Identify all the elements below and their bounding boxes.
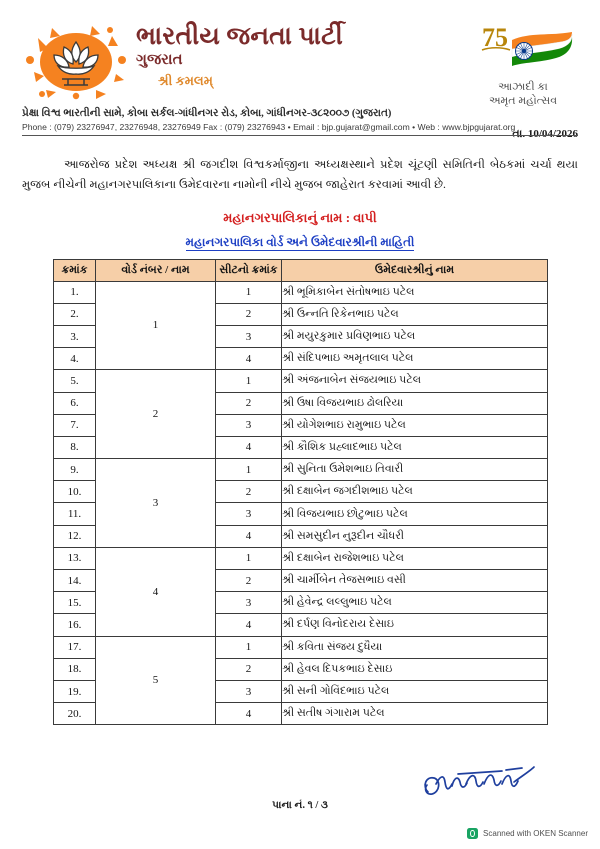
cell-serial: 6. bbox=[54, 392, 96, 414]
cell-seat-number: 2 bbox=[216, 570, 282, 592]
table-body bbox=[54, 281, 548, 725]
scanner-watermark bbox=[467, 828, 588, 839]
cell-serial: 19. bbox=[54, 680, 96, 702]
cell-serial: 15. bbox=[54, 592, 96, 614]
bjp-lotus-icon bbox=[22, 22, 130, 102]
cell-serial: 18. bbox=[54, 658, 96, 680]
cell-seat-number: 1 bbox=[216, 281, 282, 303]
cell-serial: 20. bbox=[54, 703, 96, 725]
amrit-line-1: આઝાદી કા bbox=[498, 81, 548, 93]
cell-candidate-name: શ્રી કવિતા સંજય દુધૈયા bbox=[282, 636, 548, 658]
col-header-ward: વોર્ડ નંબર / નામ bbox=[96, 259, 216, 281]
cell-ward-number: 2 bbox=[96, 370, 216, 459]
party-identity bbox=[130, 20, 468, 89]
cell-ward-number: 3 bbox=[96, 459, 216, 548]
municipality-title: મહાનગરપાલિકાનું નામ : વાપી bbox=[223, 209, 377, 225]
cell-candidate-name: શ્રી દર્પણ વિનોદરાય દેસાઇ bbox=[282, 614, 548, 636]
cell-candidate-name: શ્રી ભૂમિકાબેન સંતોષભાઇ પટેલ bbox=[282, 281, 548, 303]
svg-text:7: 7 bbox=[482, 23, 495, 52]
cell-candidate-name: શ્રી વિજયભાઇ છોટુભાઇ પટેલ bbox=[282, 503, 548, 525]
col-header-serial: ક્રમાંક bbox=[54, 259, 96, 281]
cell-candidate-name: શ્રી અંજનાબેન સંજયભાઇ પટેલ bbox=[282, 370, 548, 392]
cell-serial: 3. bbox=[54, 325, 96, 347]
cell-seat-number: 3 bbox=[216, 325, 282, 347]
cell-serial: 5. bbox=[54, 370, 96, 392]
azadi-amrit-mahotsav-icon bbox=[468, 20, 578, 106]
cell-seat-number: 2 bbox=[216, 303, 282, 325]
cell-serial: 2. bbox=[54, 303, 96, 325]
letterhead-divider bbox=[22, 135, 578, 136]
contact-details: Phone : (079) 23276947, 23276948, 23276949 Fax : (079) 23276943 • Email : bjp.gujarat@gmail.com • Web : www.bjpgujarat.org bbox=[22, 122, 516, 132]
cell-seat-number: 3 bbox=[216, 680, 282, 702]
col-header-seat: સીટનો ક્રમાંક bbox=[216, 259, 282, 281]
cell-serial: 16. bbox=[54, 614, 96, 636]
cell-ward-number: 5 bbox=[96, 636, 216, 725]
announcement-paragraph: આજરોજ પ્રદેશ અધ્યક્ષ શ્રી જગદીશ વિશ્વકર્માજીના અધ્યક્ષસ્થાને પ્રદેશ ચૂંટણી સમિતિની બેઠકમાં ચર્ચા થયા મુજબ નીચેની મહાનગરપાલિકાના ઉમેદવારના નામોની નીચે મુજબ જાહેરાત કરવામાં આવી છે. bbox=[22, 158, 578, 192]
table-subtitle-text: મહાનગરપાલિકા વોર્ડ અને ઉમેદવારશ્રીની માહિતી bbox=[185, 234, 415, 249]
table-head bbox=[54, 259, 548, 281]
cell-candidate-name: શ્રી કૌશિક પ્રહ્લાદભાઇ પટેલ bbox=[282, 436, 548, 458]
table-header-row bbox=[54, 259, 548, 281]
cell-candidate-name: શ્રી હેવેન્દ્ર લલ્લુભાઇ પટેલ bbox=[282, 592, 548, 614]
cell-ward-number: 1 bbox=[96, 281, 216, 370]
cell-serial: 1. bbox=[54, 281, 96, 303]
cell-serial: 8. bbox=[54, 436, 96, 458]
col-header-candidate: ઉમેદવારશ્રીનું નામ bbox=[282, 259, 548, 281]
cell-seat-number: 4 bbox=[216, 703, 282, 725]
cell-serial: 4. bbox=[54, 348, 96, 370]
cell-candidate-name: શ્રી સતીષ ગંગારામ પટેલ bbox=[282, 703, 548, 725]
cell-serial: 7. bbox=[54, 414, 96, 436]
cell-serial: 10. bbox=[54, 481, 96, 503]
table-row bbox=[54, 636, 548, 658]
letterhead-top-row bbox=[22, 20, 578, 106]
cell-candidate-name: શ્રી ઉષા વિજયભાઇ ઢોલરિયા bbox=[282, 392, 548, 414]
cell-candidate-name: શ્રી દક્ષાબેન જગદીશભાઇ પટેલ bbox=[282, 481, 548, 503]
cell-serial: 12. bbox=[54, 525, 96, 547]
scanner-text: Scanned with OKEN Scanner bbox=[483, 829, 588, 838]
cell-serial: 14. bbox=[54, 570, 96, 592]
cell-candidate-name: શ્રી સની ગોવિંદભાઇ પટેલ bbox=[282, 680, 548, 702]
cell-seat-number: 3 bbox=[216, 592, 282, 614]
cell-candidate-name: શ્રી સમસુદીન નુરૂદીન ચૌધરી bbox=[282, 525, 548, 547]
cell-candidate-name: શ્રી મયુરકુમાર પ્રવિણભાઇ પટેલ bbox=[282, 325, 548, 347]
cell-seat-number: 2 bbox=[216, 392, 282, 414]
cell-serial: 9. bbox=[54, 459, 96, 481]
cell-serial: 11. bbox=[54, 503, 96, 525]
cell-seat-number: 1 bbox=[216, 459, 282, 481]
table-row bbox=[54, 370, 548, 392]
table-row bbox=[54, 459, 548, 481]
office-name: શ્રી કમલમ્ bbox=[158, 73, 213, 89]
oken-scanner-icon bbox=[467, 828, 478, 839]
candidates-table bbox=[53, 259, 548, 726]
candidates-table-wrapper bbox=[53, 259, 548, 726]
cell-seat-number: 1 bbox=[216, 636, 282, 658]
cell-candidate-name: શ્રી ચાર્મીબેન તેજસભાઇ વસી bbox=[282, 570, 548, 592]
party-name: ભારતીય જનતા પાર્ટી bbox=[136, 23, 343, 50]
cell-candidate-name: શ્રી યોગેશભાઇ રામુભાઇ પટેલ bbox=[282, 414, 548, 436]
page-number: પાના નં. ૧ / ૩ bbox=[272, 800, 328, 811]
cell-seat-number: 4 bbox=[216, 525, 282, 547]
cell-seat-number: 3 bbox=[216, 503, 282, 525]
cell-seat-number: 4 bbox=[216, 614, 282, 636]
cell-ward-number: 4 bbox=[96, 547, 216, 636]
amrit-line-2: અમૃત મહોત્સવ bbox=[488, 94, 558, 107]
svg-text:5: 5 bbox=[495, 23, 508, 52]
cell-seat-number: 2 bbox=[216, 481, 282, 503]
cell-seat-number: 2 bbox=[216, 658, 282, 680]
party-state: ગુજરાત bbox=[136, 52, 183, 69]
table-subtitle bbox=[0, 235, 600, 250]
cell-serial: 13. bbox=[54, 547, 96, 569]
cell-seat-number: 1 bbox=[216, 547, 282, 569]
document-date: તા. 10/04/2026 bbox=[512, 128, 578, 140]
cell-candidate-name: શ્રી સુનિતા ઉમેશભાઇ તિવારી bbox=[282, 459, 548, 481]
office-address: પ્રેક્ષા વિશ્વ ભારતીની સામે, કોબા સર્કલ-ગાંધીનગર રોડ, કોબા, ગાંધીનગર-૩૮૨૦૦૭ (ગુજરાત) bbox=[22, 108, 392, 119]
signature-icon bbox=[418, 762, 538, 804]
cell-candidate-name: શ્રી સંદિપભાઇ અમૃતલાલ પટેલ bbox=[282, 348, 548, 370]
cell-seat-number: 4 bbox=[216, 348, 282, 370]
letterhead bbox=[0, 0, 600, 132]
table-row bbox=[54, 281, 548, 303]
cell-serial: 17. bbox=[54, 636, 96, 658]
table-row bbox=[54, 547, 548, 569]
cell-candidate-name: શ્રી દક્ષાબેન રાજેશભાઇ પટેલ bbox=[282, 547, 548, 569]
cell-seat-number: 4 bbox=[216, 436, 282, 458]
cell-candidate-name: શ્રી હેવલ દિપકભાઇ દેસાઇ bbox=[282, 658, 548, 680]
cell-seat-number: 1 bbox=[216, 370, 282, 392]
cell-seat-number: 3 bbox=[216, 414, 282, 436]
cell-candidate-name: શ્રી ઉન્નતિ રિકેનભાઇ પટેલ bbox=[282, 303, 548, 325]
